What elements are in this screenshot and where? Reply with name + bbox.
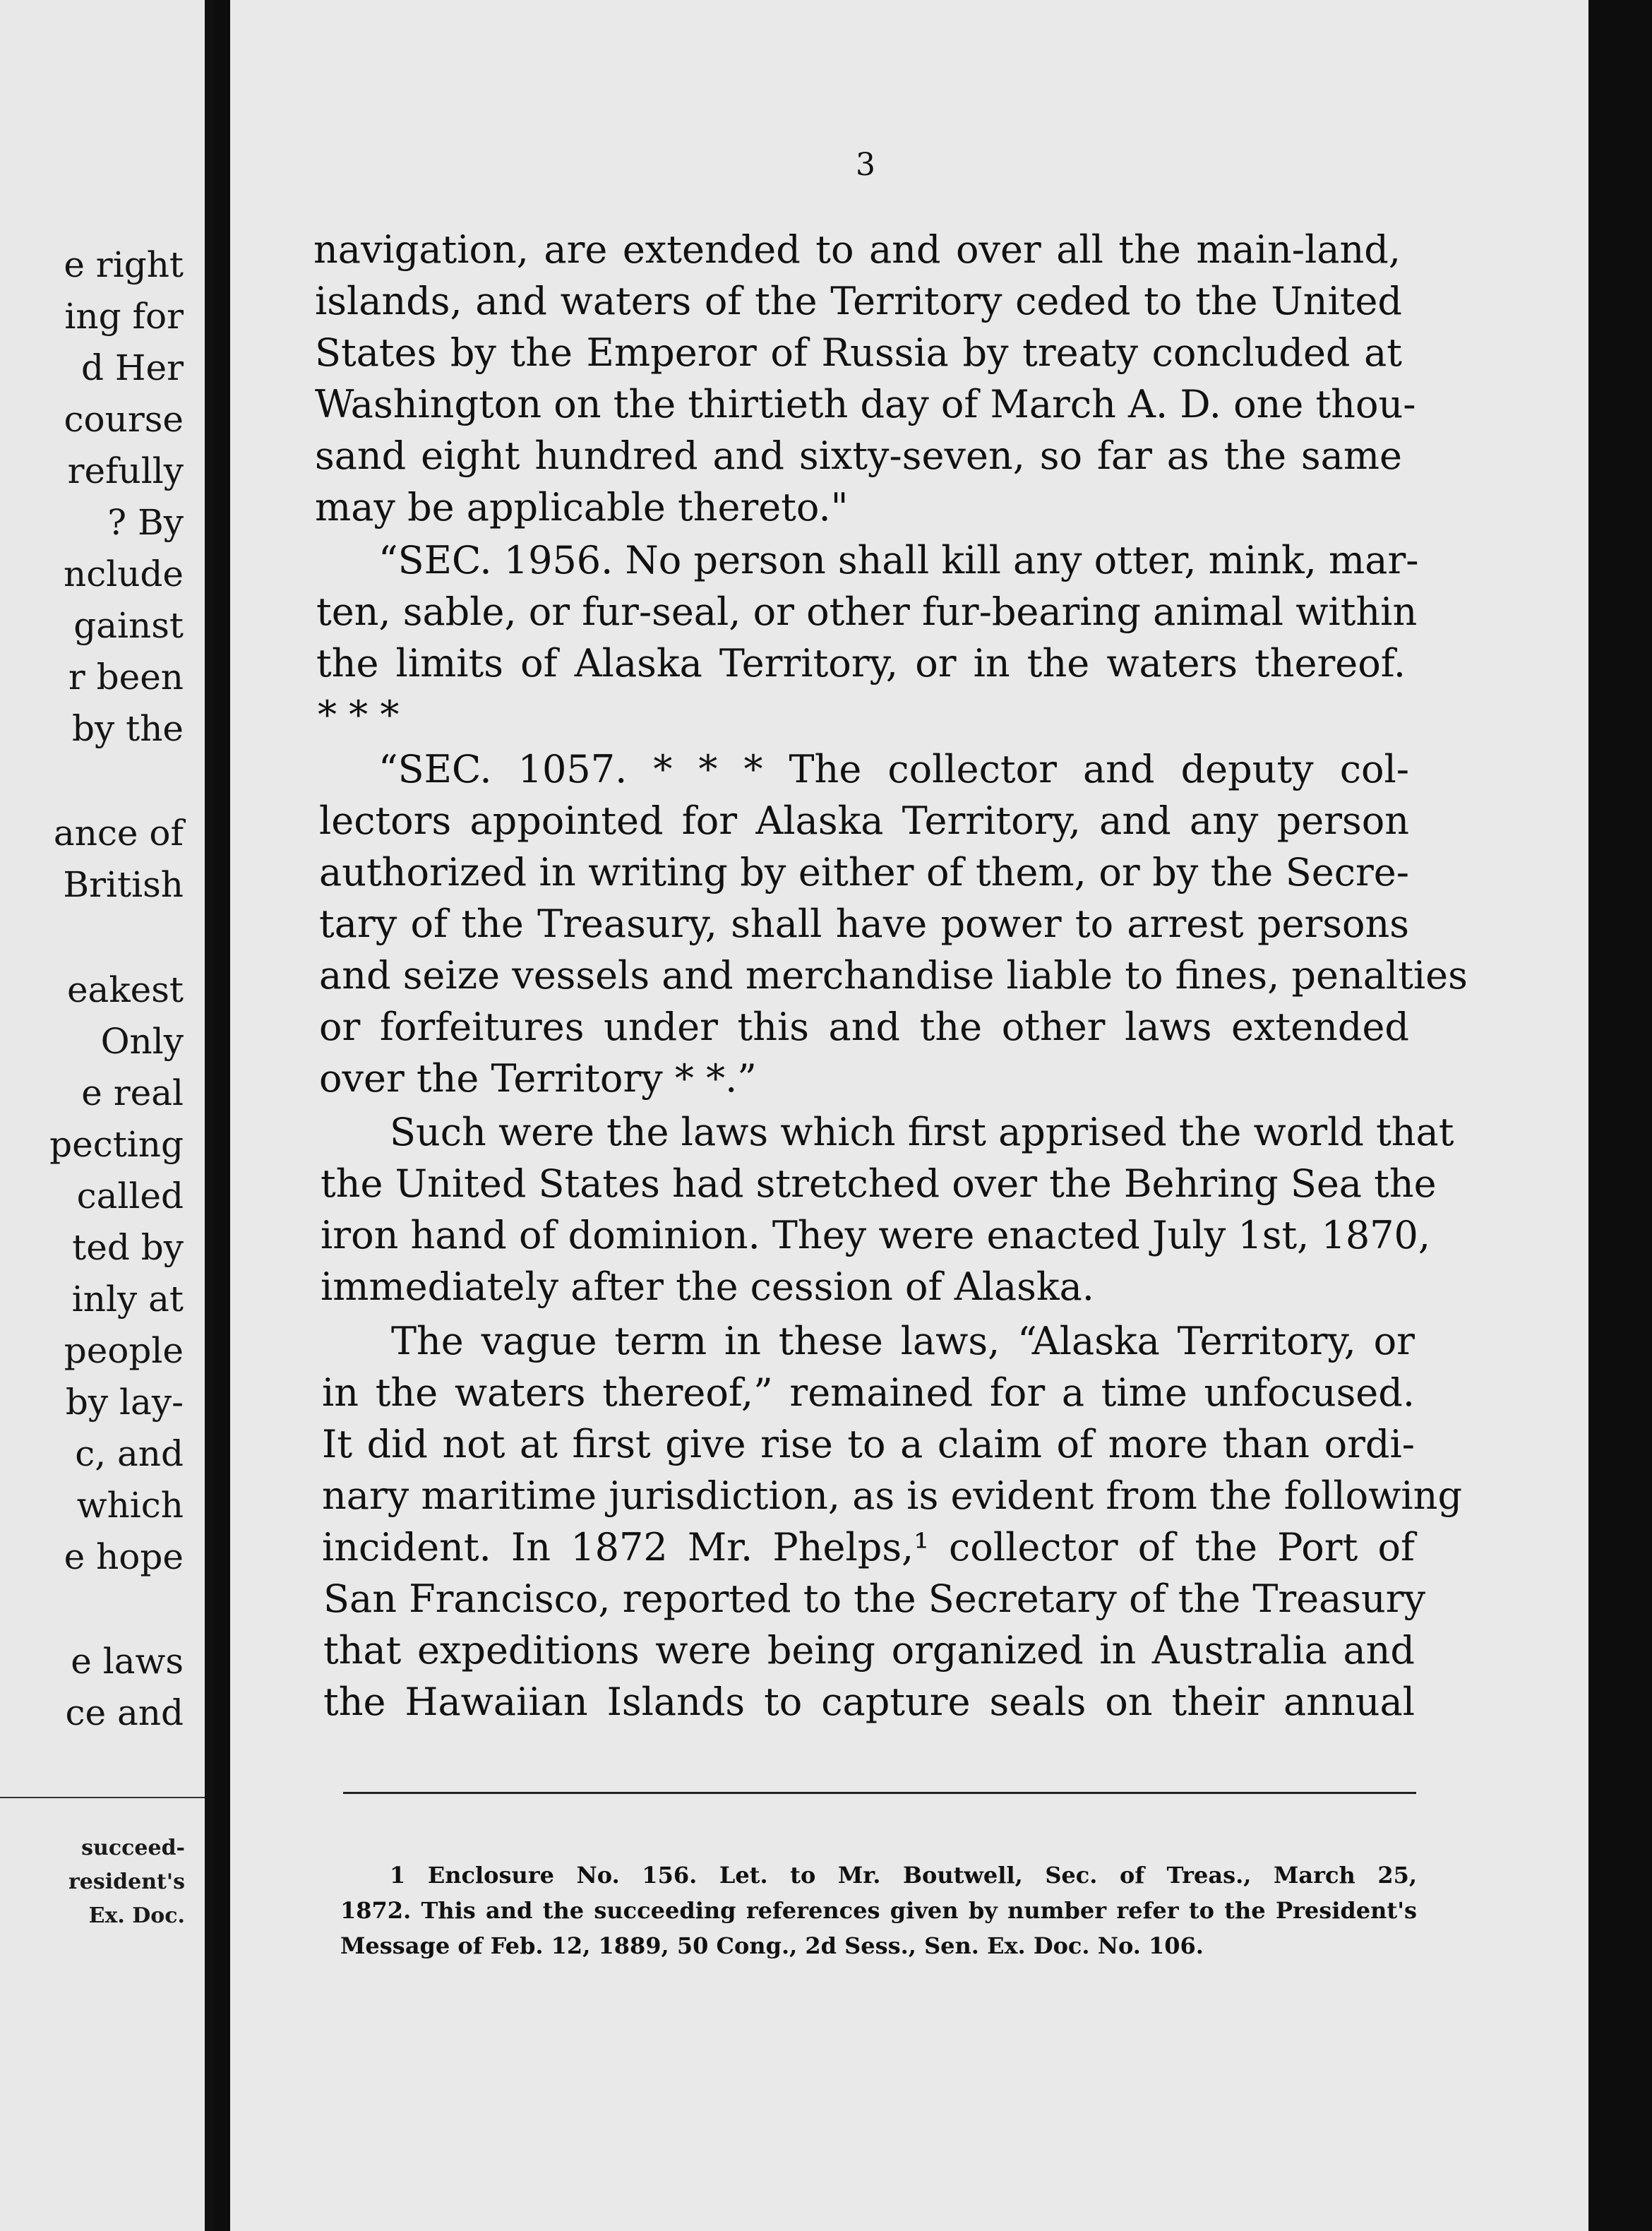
left-text-line: British (63, 864, 184, 905)
page-number: 3 (856, 147, 875, 183)
book-page (230, 0, 1588, 2231)
left-text-line: ance of (53, 813, 184, 854)
left-text-line: r been (68, 657, 184, 698)
body-line: The vague term in these laws, “Alaska Territory, or (391, 1319, 1415, 1363)
body-line: the Hawaiian Islands to capture seals on their annual (323, 1680, 1415, 1724)
footnote-line: 1 Enclosure No. 156. Let. to Mr. Boutwell, Sec. of Treas., March 25, (390, 1862, 1417, 1889)
left-text-line: e right (64, 244, 184, 285)
body-line: tary of the Treasury, shall have power to arrest persons (319, 902, 1409, 946)
left-footnote-rule (0, 1797, 205, 1798)
body-line: “SEC. 1057. * * * The collector and deputy col- (378, 747, 1409, 791)
body-line: may be applicable thereto." (315, 485, 849, 530)
left-text-line: ? By (107, 502, 184, 543)
body-line: that expeditions were being organized in Australia and (323, 1628, 1415, 1673)
left-text-line: by lay- (65, 1382, 184, 1423)
left-text-line: called (76, 1176, 184, 1216)
footnote-line: 1872. This and the succeeding references given by number refer to the President's (340, 1897, 1417, 1924)
body-line: the limits of Alaska Territory, or in the waters thereof. (316, 641, 1406, 686)
body-line: over the Territory * *.” (319, 1056, 757, 1101)
footnote-line: Message of Feb. 12, 1889, 50 Cong., 2d Sess., Sen. Ex. Doc. No. 106. (340, 1932, 1204, 1959)
footnote-rule (343, 1792, 1416, 1794)
body-line: States by the Emperor of Russia by treaty concluded at (315, 330, 1402, 375)
left-text-line: ce and (65, 1692, 184, 1733)
left-text-line: pecting (49, 1124, 184, 1165)
left-text-line: which (76, 1485, 184, 1526)
left-text-line: eakest (66, 969, 184, 1010)
left-text-line: Only (100, 1021, 184, 1062)
body-line: or forfeitures under this and the other laws extended (319, 1005, 1409, 1049)
left-footnote-line: succeed- (81, 1836, 185, 1860)
body-line: in the waters thereof,” remained for a time unfocused. (322, 1370, 1415, 1415)
left-footnote-line: resident's (68, 1870, 185, 1894)
left-text-line: d Her (81, 347, 184, 388)
body-line: authorized in writing by either of them, or by the Secre- (319, 850, 1409, 895)
left-text-line: e real (81, 1072, 184, 1113)
ellipsis-stars: * * * (318, 693, 400, 737)
left-text-line: people (64, 1330, 184, 1371)
body-line: islands, and waters of the Territory ceded to the United (315, 279, 1402, 323)
body-line: “SEC. 1956. No person shall kill any otter, mink, mar- (378, 538, 1419, 582)
left-text-line: refully (67, 450, 184, 491)
body-line: Such were the laws which first apprised the world that (390, 1110, 1454, 1154)
left-text-line: nclude (64, 554, 184, 594)
body-line: nary maritime jurisdiction, as is evident from the following (322, 1473, 1463, 1518)
body-line: incident. In 1872 Mr. Phelps,¹ collector of the Port of (322, 1525, 1415, 1569)
scan-border-right (1588, 0, 1652, 2231)
left-text-line: ing for (64, 296, 184, 337)
previous-page-fragment (0, 0, 215, 2231)
left-text-line: e hope (64, 1536, 184, 1577)
body-line: and seize vessels and merchandise liable to fines, penalties (319, 953, 1468, 998)
left-text-line: inly at (71, 1279, 184, 1320)
left-text-line: e laws (71, 1641, 184, 1682)
body-line: the United States had stretched over the Behring Sea the (321, 1161, 1437, 1206)
body-line: sand eight hundred and sixty-seven, so far as the same (315, 433, 1402, 478)
left-text-line: gainst (73, 605, 184, 646)
body-line: It did not at first give rise to a claim of more than ordi- (322, 1422, 1415, 1466)
body-line: ten, sable, or fur-seal, or other fur-bearing animal within (316, 590, 1418, 634)
left-text-line: by the (71, 708, 184, 749)
body-line: San Francisco, reported to the Secretary of the Treasury (323, 1577, 1426, 1621)
left-text-line: c, and (75, 1433, 184, 1474)
left-text-line: course (64, 399, 184, 440)
body-line: iron hand of dominion. They were enacted July 1st, 1870, (321, 1213, 1431, 1257)
body-line: navigation, are extended to and over all the main-land, (313, 227, 1401, 272)
left-text-line: ted by (72, 1227, 184, 1268)
body-line: Washington on the thirtieth day of March A. D. one thou- (315, 382, 1416, 426)
body-line: immediately after the cession of Alaska. (321, 1264, 1094, 1309)
body-line: lectors appointed for Alaska Territory, and any person (319, 799, 1409, 843)
left-footnote-line: Ex. Doc. (88, 1903, 185, 1928)
